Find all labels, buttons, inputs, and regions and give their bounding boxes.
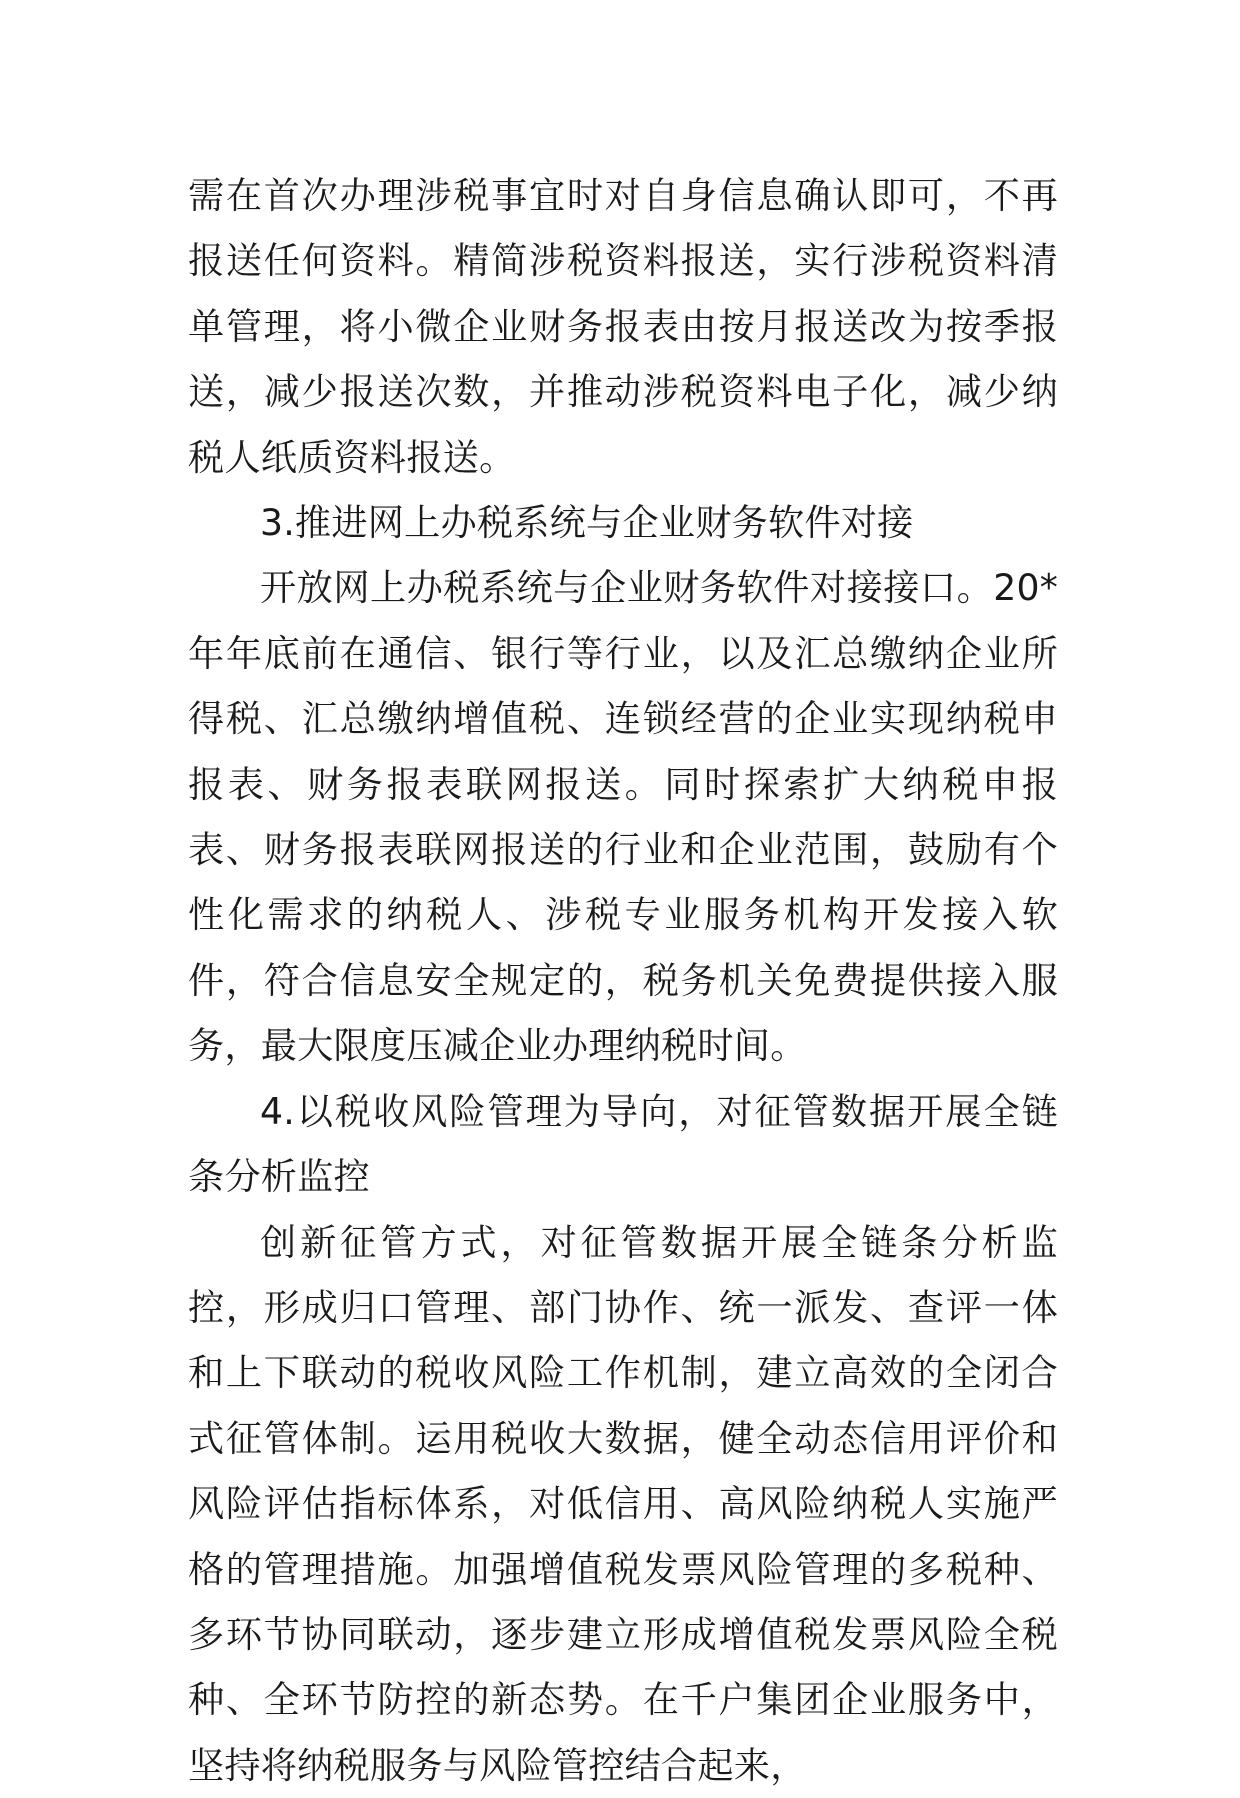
- section-heading-3: 3.推进网上办税系统与企业财务软件对接: [188, 490, 1058, 555]
- paragraph-online-tax-system: 开放网上办税系统与企业财务软件对接接口。20*年年底前在通信、银行等行业，以及汇总缴纳企业所得税、汇总缴纳增值税、连锁经营的企业实现纳税申报表、财务报表联网报送。同时探索扩大纳税申报表、财务报表联网报送的行业和企业范围，鼓励有个性化需求的纳税人、涉税专业服务机构开发接入软件，符合信息安全规定的，税务机关免费提供接入服务，最大限度压减企业办理纳税时间。: [188, 555, 1058, 1078]
- paragraph-risk-management: 创新征管方式，对征管数据开展全链条分析监控，形成归口管理、部门协作、统一派发、查评一体和上下联动的税收风险工作机制，建立高效的全闭合式征管体制。运用税收大数据，健全动态信用评价和风险评估指标体系，对低信用、高风险纳税人实施严格的管理措施。加强增值税发票风险管理的多税种、多环节协同联动，逐步建立形成增值税发票风险全税种、全环节防控的新态势。在千户集团企业服务中，坚持将纳税服务与风险管控结合起来，: [188, 1210, 1058, 1798]
- section-heading-4: 4.以税收风险管理为导向，对征管数据开展全链条分析监控: [188, 1079, 1058, 1210]
- document-body: [188, 163, 1058, 1798]
- paragraph-continued-from-previous-page: 需在首次办理涉税事宜时对自身信息确认即可，不再报送任何资料。精简涉税资料报送，实行涉税资料清单管理，将小微企业财务报表由按月报送改为按季报送，减少报送次数，并推动涉税资料电子化，减少纳税人纸质资料报送。: [188, 163, 1058, 490]
